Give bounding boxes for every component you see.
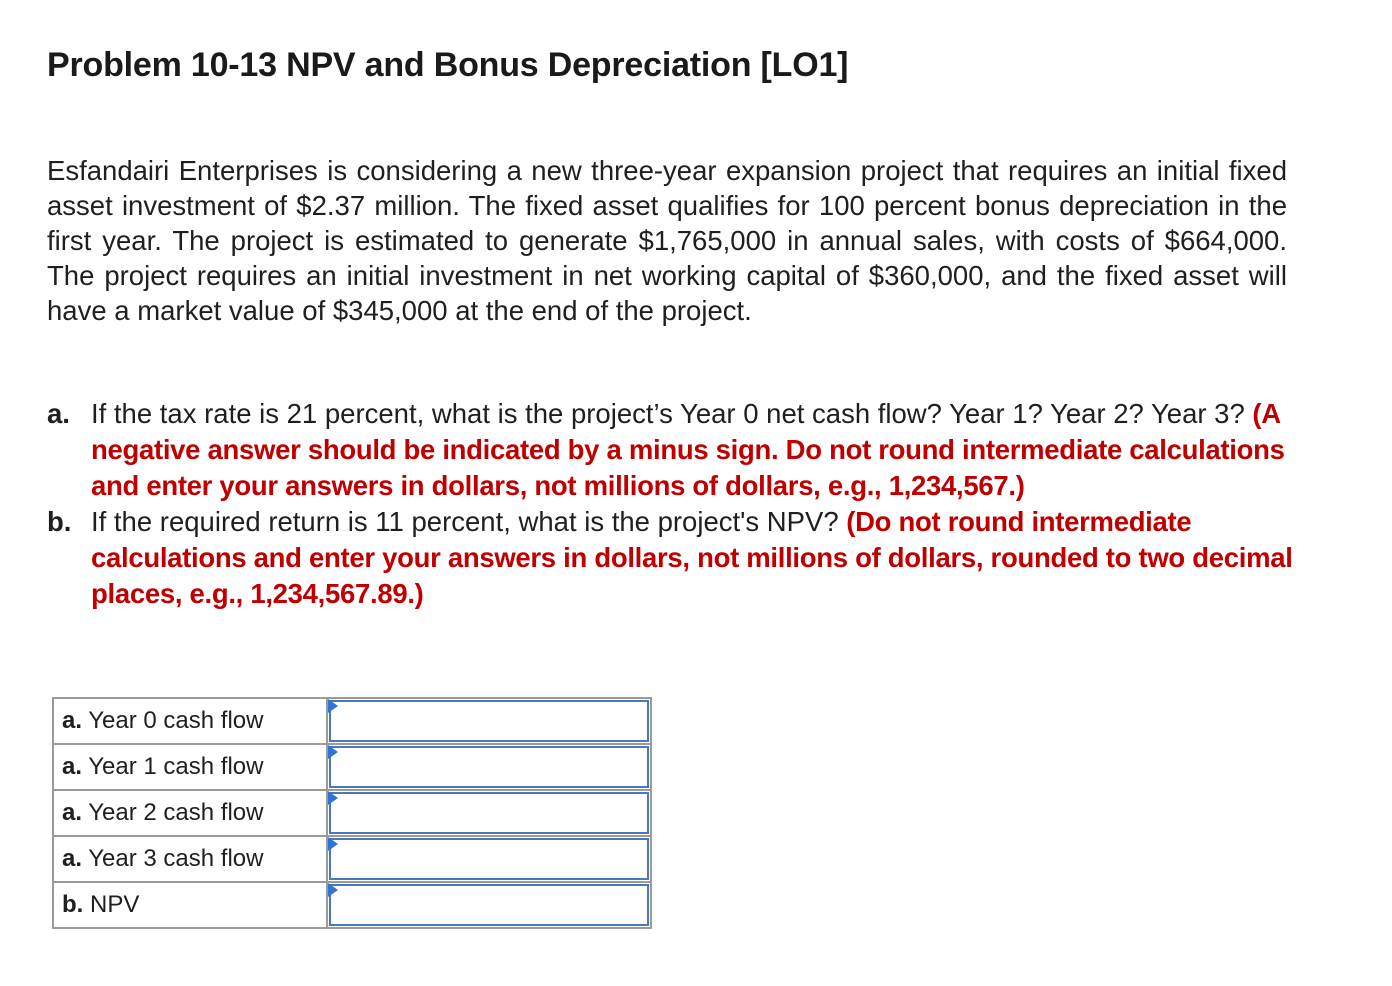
table-row [53, 836, 651, 882]
answer-cell [327, 790, 651, 836]
table-row [53, 698, 651, 744]
input-marker-icon [328, 883, 338, 897]
npv-input[interactable] [331, 886, 647, 924]
answer-label-prefix: a. [62, 799, 83, 826]
input-marker-icon [328, 745, 338, 759]
answer-label-text: Year 1 cash flow [88, 753, 264, 780]
year-3-cash-flow-input-box [329, 838, 649, 880]
answer-label [53, 790, 327, 836]
answer-label-prefix: b. [62, 891, 84, 918]
year-1-cash-flow-input-box [329, 746, 649, 788]
table-row [53, 882, 651, 928]
year-1-cash-flow-input[interactable] [331, 748, 647, 786]
input-marker-icon [328, 699, 338, 713]
answer-label-text: NPV [90, 891, 140, 918]
year-0-cash-flow-input[interactable] [331, 702, 647, 740]
question-instruction: (Do not round intermediate calculations and enter your answers in dollars, not millions of dollars, rounded to two decimal places, e.g., 1,234,567.89.) [91, 506, 1293, 609]
problem-description: Esfandairi Enterprises is considering a new three-year expansion project that requires an initial fixed asset investment of $2.37 million. The fixed asset qualifies for 100 percent bonus depreciation in the first year. The project is estimated to generate $1,765,000 in annual sales, with costs of $664,000. The project requires an initial investment in net working capital of $360,000, and the fixed asset will have a market value of $345,000 at the end of the project. [47, 155, 1287, 326]
question-a [47, 396, 1297, 504]
answer-label-prefix: a. [62, 753, 83, 780]
answer-label [53, 836, 327, 882]
year-2-cash-flow-input[interactable] [331, 794, 647, 832]
answer-label-prefix: a. [62, 707, 83, 734]
answer-label-text: Year 0 cash flow [88, 707, 264, 734]
answer-label [53, 698, 327, 744]
year-3-cash-flow-input[interactable] [331, 840, 647, 878]
table-row [53, 790, 651, 836]
question-list [47, 396, 1297, 612]
answer-cell [327, 836, 651, 882]
answer-label [53, 744, 327, 790]
npv-input-box [329, 884, 649, 926]
answer-label-text: Year 2 cash flow [88, 799, 264, 826]
input-marker-icon [328, 791, 338, 805]
table-row [53, 744, 651, 790]
year-0-cash-flow-input-box [329, 700, 649, 742]
question-b [47, 504, 1297, 612]
question-letter: b. [47, 506, 72, 537]
answer-label-prefix: a. [62, 845, 83, 872]
answer-cell [327, 698, 651, 744]
year-2-cash-flow-input-box [329, 792, 649, 834]
question-text: If the tax rate is 21 percent, what is the project’s Year 0 net cash flow? Year 1? Year 2? Year 3? [91, 398, 1245, 429]
answer-label [53, 882, 327, 928]
input-marker-icon [328, 837, 338, 851]
question-instruction: (A negative answer should be indicated by a minus sign. Do not round intermediate calculations and enter your answers in dollars, not millions of dollars, e.g., 1,234,567.) [91, 398, 1285, 501]
question-text: If the required return is 11 percent, what is the project's NPV? [91, 506, 839, 537]
answer-cell [327, 882, 651, 928]
problem-title: Problem 10-13 NPV and Bonus Depreciation [LO1] [47, 46, 849, 84]
answer-label-text: Year 3 cash flow [88, 845, 264, 872]
answer-table [52, 697, 652, 929]
question-letter: a. [47, 398, 70, 429]
answer-cell [327, 744, 651, 790]
